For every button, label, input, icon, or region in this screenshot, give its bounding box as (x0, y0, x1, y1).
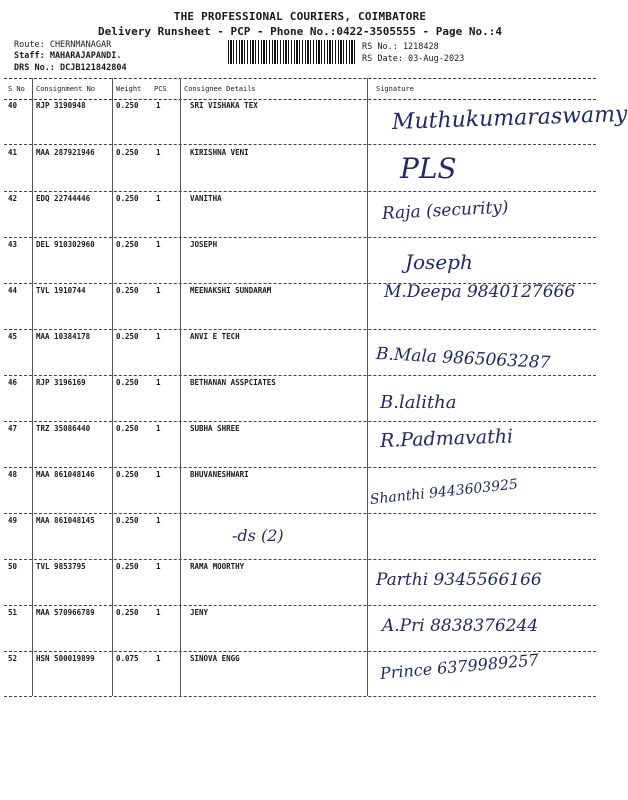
row-separator (4, 467, 596, 468)
cell-weight: 0.250 (116, 424, 139, 433)
runsheet-subtitle: Delivery Runsheet - PCP - Phone No.:0422-3505555 - Page No.:4 (98, 25, 502, 38)
cell-consignee: VANITHA (190, 194, 222, 203)
row-separator (4, 237, 596, 238)
cell-weight: 0.250 (116, 332, 139, 341)
cell-pcs: 1 (156, 101, 161, 110)
cell-pcs: 1 (156, 608, 161, 617)
signature: A.Pri 8838376244 (382, 616, 539, 636)
signature: B.lalitha (380, 392, 457, 413)
cell-pcs: 1 (156, 148, 161, 157)
cell-consignee: JOSEPH (190, 240, 218, 249)
row-separator (4, 421, 596, 422)
cell-pcs: 1 (156, 378, 161, 387)
cell-consignment: TRZ 35086440 (36, 424, 91, 433)
col-weight: Weight (116, 85, 142, 93)
cell-sno: 50 (8, 562, 18, 571)
cell-sno: 43 (8, 240, 18, 249)
cell-consignment: RJP 3196169 (36, 378, 86, 387)
row-separator (4, 605, 596, 606)
cell-sno: 49 (8, 516, 18, 525)
cell-consignment: MAA 287921946 (36, 148, 95, 157)
cell-sno: 47 (8, 424, 18, 433)
cell-weight: 0.250 (116, 470, 139, 479)
rs-date: RS Date: 03-Aug-2023 (362, 54, 465, 64)
row-separator (4, 375, 596, 376)
cell-sno: 45 (8, 332, 18, 341)
cell-consignment: MAA 10384178 (36, 332, 91, 341)
cell-consignee: KIRISHNA VENI (190, 148, 249, 157)
divider (112, 78, 113, 696)
cell-pcs: 1 (156, 516, 161, 525)
signature: Parthi 9345566166 (376, 570, 542, 590)
cell-sno: 44 (8, 286, 18, 295)
cell-sno: 42 (8, 194, 18, 203)
cell-consignee: BETHANAN ASSPCIATES (190, 378, 276, 387)
signature: M.Deepa 9840127666 (384, 282, 576, 302)
cell-pcs: 1 (156, 470, 161, 479)
cell-consignee: SUBHA SHREE (190, 424, 240, 433)
cell-consignment: DEL 910302960 (36, 240, 95, 249)
cell-consignee: BHUVANESHWARI (190, 470, 249, 479)
signature: B.Mala 9865063287 (375, 344, 551, 374)
signature: Prince 6379989257 (379, 650, 540, 683)
cell-consignee: MEENAKSHI SUNDARAM (190, 286, 272, 295)
row-separator (4, 191, 596, 192)
signature: PLS (400, 152, 457, 185)
table-header (4, 78, 596, 100)
col-consignee: Consignee Details (184, 85, 256, 93)
barcode-image (228, 40, 356, 64)
cell-weight: 0.250 (116, 516, 139, 525)
cell-consignee: SRI VISHAKA TEX (190, 101, 258, 110)
cell-weight: 0.075 (116, 654, 139, 663)
cell-consignment: TVL 1910744 (36, 286, 86, 295)
row-separator (4, 696, 596, 697)
col-pcs: PCS (154, 85, 167, 93)
cell-weight: 0.250 (116, 148, 139, 157)
cell-consignment: MAA 861048146 (36, 470, 95, 479)
signature: Shanthi 9443603925 (369, 476, 519, 508)
cell-pcs: 1 (156, 654, 161, 663)
row-separator (4, 144, 596, 145)
staff-label: Staff: MAHARAJAPANDI. (14, 51, 122, 61)
cell-weight: 0.250 (116, 240, 139, 249)
cell-weight: 0.250 (116, 286, 139, 295)
company-title: THE PROFESSIONAL COURIERS, COIMBATORE (173, 10, 427, 23)
row-separator (4, 559, 596, 560)
cell-consignee: RAMA MOORTHY (190, 562, 245, 571)
signature: -ds (2) (232, 526, 284, 545)
cell-consignment: EDQ 22744446 (36, 194, 91, 203)
cell-consignment: RJP 3190948 (36, 101, 86, 110)
col-consignment: Consignment No (36, 85, 96, 93)
cell-sno: 46 (8, 378, 18, 387)
signature: Muthukumaraswamy (391, 101, 628, 135)
signature: Raja (security) (381, 197, 510, 224)
cell-consignee: SINOVA ENGG (190, 654, 240, 663)
cell-consignment: MAA 570966789 (36, 608, 95, 617)
divider (367, 78, 368, 696)
signature: R.Padmavathi (379, 425, 514, 452)
drs-number: DRS No.: DCJB121842804 (14, 63, 127, 73)
cell-sno: 40 (8, 101, 18, 110)
cell-pcs: 1 (156, 240, 161, 249)
cell-consignment: TVL 9853795 (36, 562, 86, 571)
col-sno: S No (8, 85, 25, 93)
cell-weight: 0.250 (116, 562, 139, 571)
col-signature: Signature (376, 85, 414, 93)
cell-sno: 41 (8, 148, 18, 157)
cell-weight: 0.250 (116, 378, 139, 387)
route-label: Route: CHERNMANAGAR (14, 40, 112, 50)
cell-pcs: 1 (156, 424, 161, 433)
cell-pcs: 1 (156, 562, 161, 571)
row-separator (4, 329, 596, 330)
rs-number: RS No.: 1218428 (362, 42, 439, 52)
cell-consignee: JENY (190, 608, 209, 617)
cell-pcs: 1 (156, 194, 161, 203)
cell-sno: 51 (8, 608, 18, 617)
cell-consignment: HSN 500019899 (36, 654, 95, 663)
divider (32, 78, 33, 696)
cell-consignment: MAA 861048145 (36, 516, 95, 525)
cell-weight: 0.250 (116, 101, 139, 110)
signature: Joseph (405, 250, 473, 274)
cell-pcs: 1 (156, 286, 161, 295)
cell-sno: 48 (8, 470, 18, 479)
cell-sno: 52 (8, 654, 18, 663)
cell-pcs: 1 (156, 332, 161, 341)
divider (180, 78, 181, 696)
row-separator (4, 513, 596, 514)
cell-weight: 0.250 (116, 194, 139, 203)
cell-consignee: ANVI E TECH (190, 332, 240, 341)
cell-weight: 0.250 (116, 608, 139, 617)
